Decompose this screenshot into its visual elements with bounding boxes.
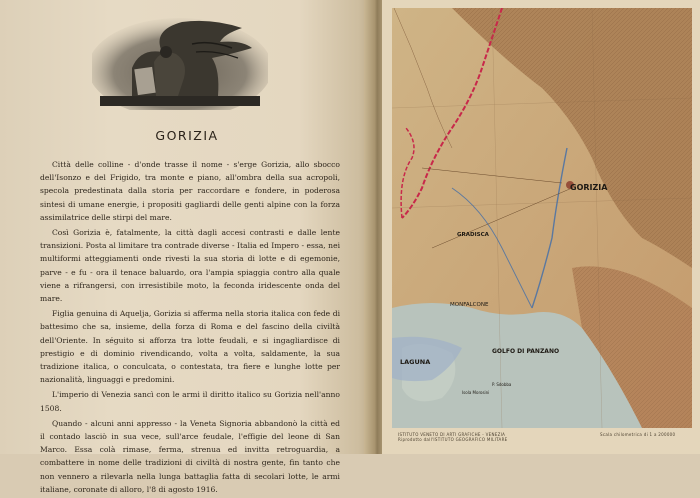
map-printer-credit: ISTITUTO VENETO DI ARTI GRAFICHE - VENEZIA [398, 432, 506, 437]
label-gradisca: GRADISCA [457, 232, 489, 238]
label-isola-morosini: Isola Morosini [462, 390, 490, 395]
lion-of-st-mark-engraving [92, 18, 268, 110]
body-text [40, 158, 340, 498]
map-source-credit: Riprodotto dall'ISTITUTO GEOGRAFICO MILITARE [398, 437, 508, 442]
map-footer-left [398, 432, 508, 442]
paragraph-5: Quando - alcuni anni appresso - la Veneta Signoria abbandonò la città ed il contado lasciò in sua vece, sull'arce feudale, l'effigie del leone di San Marco. Essa colà rimase, ferma, strenua ed invitta retroguardia, a combattere in nome delle tradizioni di civiltà di nostra gente, fin tanto che non vennero a rilevarla nella lunga battaglia fatta di secolari lotte, le armi italiane, coronate di alloro, l'8 di agosto 1916. [40, 418, 340, 494]
paragraph-3: Figlia genuina di Aquelja, Gorizia si afferma nella storia italica con fede di battesimo che sa, insieme, della forza di Roma e del fascino della civiltà dell'Oriente. In séguito si afforza tra lotte feudali, e si ingagliardisce di prestigio e di dominio rivendicando, volta a volta, saldamente, la sua tradizione italica, o conculcata, o contestata, tra fiere e lunghe lotte per nazionalità, linguaggi e predomini. [40, 309, 340, 385]
paragraph-1: Città delle colline - d'onde trasse il nome - s'erge Gorizia, allo sbocco dell'Isonzo e del Frigido, tra monte e piano, all'ombra della sua acropoli, specola predestinata dalla storia per raccordare e fondere, in poderosa sintesi di umane energie, i propositi gagliardi delle genti alpine con la forza assimilatrice delle stirpi del mare. [40, 160, 340, 222]
label-p-sdobba: P. Sdobba [492, 382, 512, 387]
paragraph-4: L'imperio di Venezia sancì con le armi il diritto italico su Gorizia nell'anno 1508. [40, 390, 340, 413]
label-monfalcone: MONFALCONE [450, 302, 489, 308]
label-laguna: LAGUNA [400, 358, 431, 366]
topographic-map [392, 8, 692, 428]
label-golfo-di-panzano: GOLFO DI PANZANO [492, 348, 560, 355]
page-title: GORIZIA [155, 128, 219, 143]
label-gorizia: GORIZIA [570, 183, 608, 192]
map-scale-note: Scala chilometrica di 1 a 200000 [600, 432, 676, 437]
paragraph-2: Così Gorizia è, fatalmente, la città dagli accesi contrasti e dalle lente transizioni. Posta al limitare tra contrade diverse - Italia ed Impero - essa, nei multiformi atteggiamenti onde rivesti la sua storia di lotte e di egemonie, parve - e fu - ora il tenace baluardo, ora l'ampia spiaggia contro alla quale viene a rifrangersi, con irresistibile moto, la feconda iridescente onda del mare. [40, 228, 340, 304]
